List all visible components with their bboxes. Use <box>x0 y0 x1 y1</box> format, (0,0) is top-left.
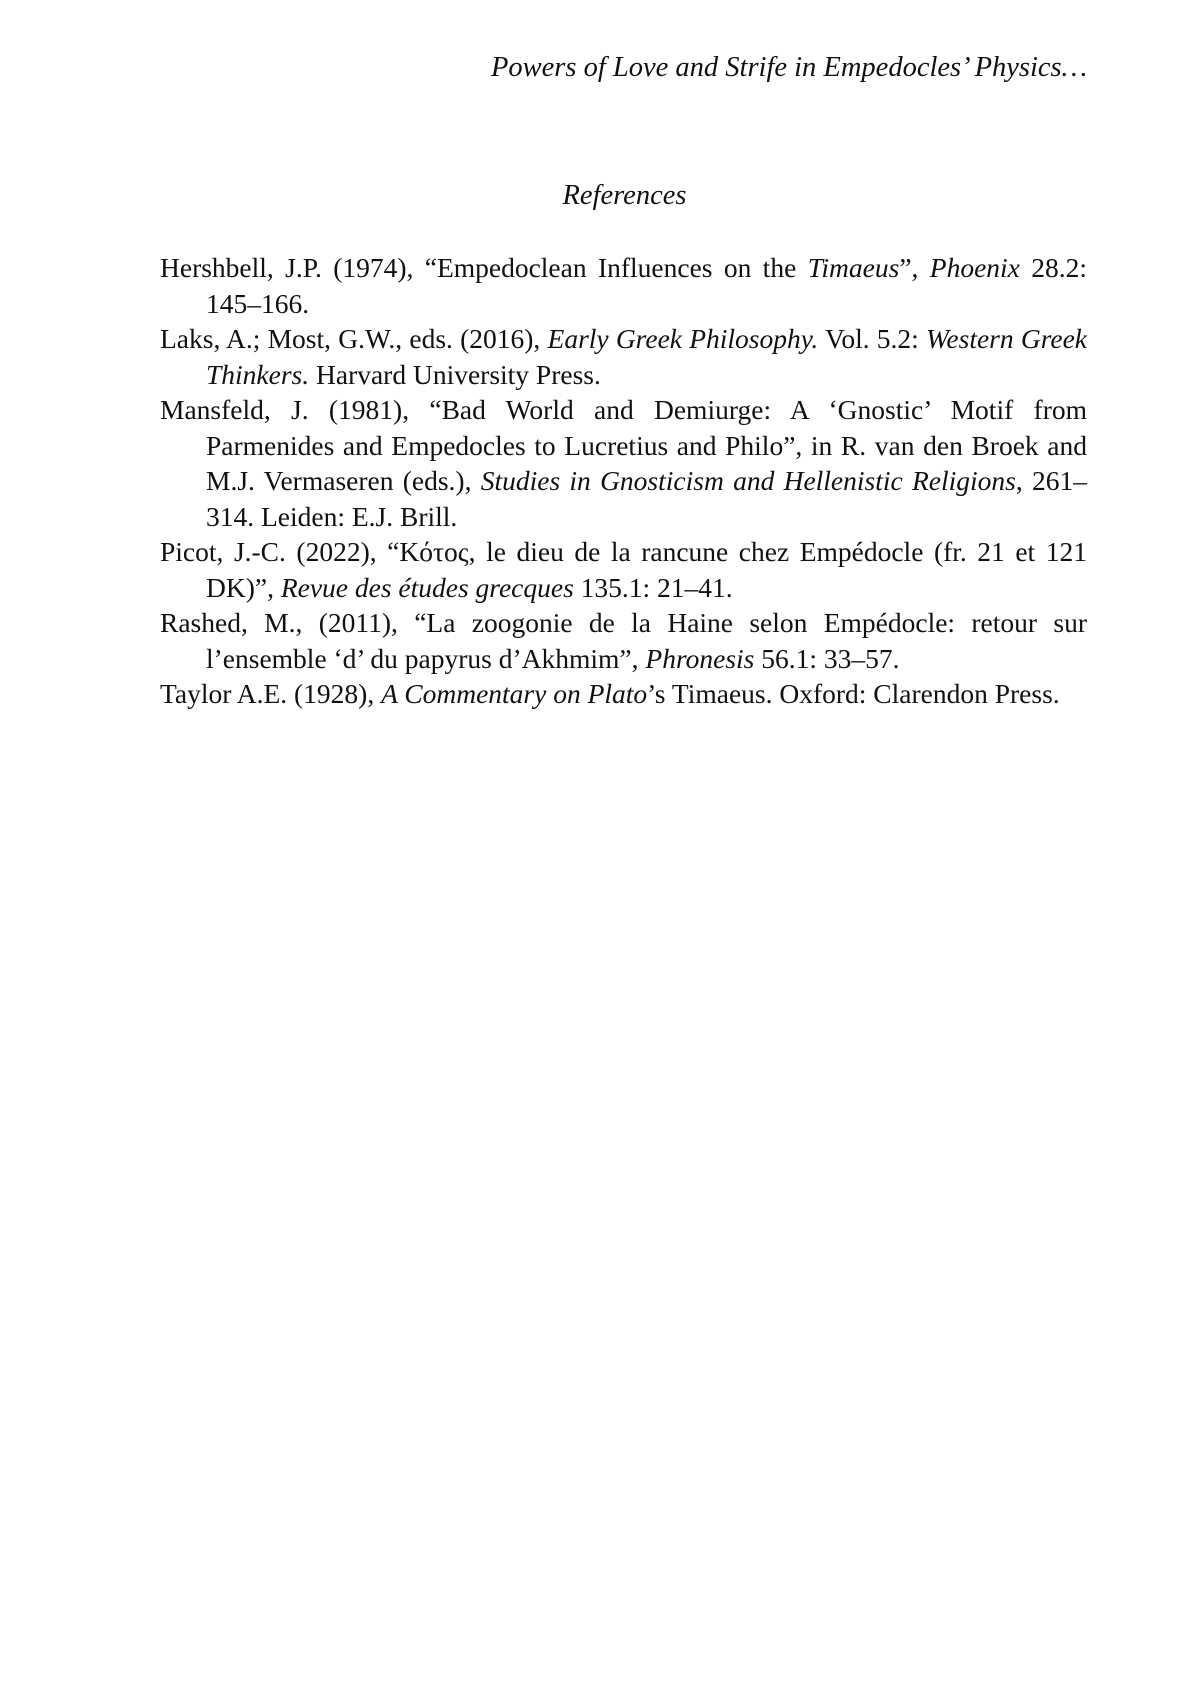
reference-italic-title: A Commentary on Plato <box>381 678 648 709</box>
reference-text: Taylor A.E. (1928), <box>160 678 382 709</box>
reference-text: Hershbell, J.P. (1974), “Empedoclean Influences on the <box>160 252 808 283</box>
reference-text: Mansfeld, J. (1981), “Bad World and Demiurge: A ‘Gnostic’ Motif from Parmenides and Empedocles to Lucretius and Philo”, in R. van den Broek and M.J. Vermaseren (eds.), <box>160 394 1087 496</box>
reference-text: Harvard University Press. <box>309 358 601 390</box>
reference-italic-title: Early Greek Philosophy. <box>547 323 819 354</box>
reference-item-rashed <box>160 605 1087 676</box>
reference-text: 56.1: 33–57. <box>754 642 900 674</box>
reference-journal: Revue des études grecques <box>280 571 574 603</box>
reference-item-picot <box>160 534 1087 605</box>
reference-item-hershbell <box>160 250 1087 321</box>
reference-text: Rashed, M., (2011), “La zoogonie de la Haine selon Empédocle: retour sur l’ensemble ‘d’ du papyrus d’Akhmim”, <box>160 607 1087 674</box>
reference-text: , 261–314. Leiden: E.J. Brill. <box>206 465 1087 532</box>
reference-italic-title: Timaeus <box>807 252 900 283</box>
reference-list <box>160 250 1087 712</box>
reference-text: Vol. 5.2: <box>818 323 927 354</box>
reference-item-mansfeld <box>160 392 1087 534</box>
reference-text: ”, <box>899 252 930 283</box>
section-title: References <box>562 180 687 211</box>
reference-item-taylor <box>160 676 1087 712</box>
reference-text: 135.1: 21–41. <box>573 571 733 603</box>
reference-text: ’s Timaeus. Oxford: Clarendon Press. <box>647 678 1060 709</box>
reference-text: Laks, A.; Most, G.W., eds. (2016), <box>160 323 548 354</box>
reference-item-laks-most <box>160 321 1087 392</box>
reference-text: Picot, J.-C. (2022), “Κότος, le dieu de la rancune chez Empédocle (fr. 21 et 121 DK)”, <box>160 536 1087 603</box>
reference-journal: Phoenix <box>929 252 1020 283</box>
reference-journal: Phronesis <box>645 642 755 674</box>
reference-italic-title: Studies in Gnosticism and Hellenistic Religions <box>480 465 1016 496</box>
reference-italic-subtitle: Western Greek Thinkers. <box>206 323 1087 390</box>
running-head: Powers of Love and Strife in Empedocles’ Physics… <box>490 52 1087 83</box>
reference-text: 28.2: 145–166. <box>206 252 1087 319</box>
